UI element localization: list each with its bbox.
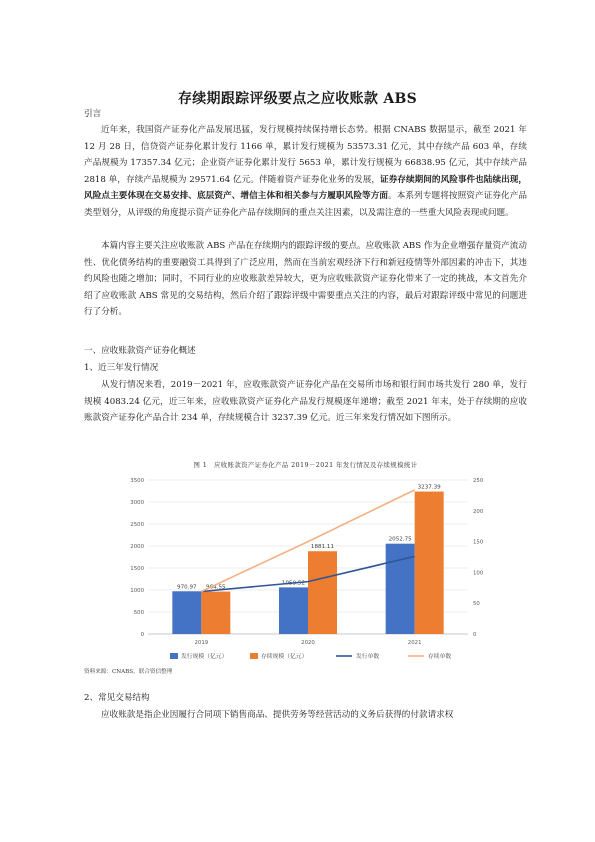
y-tick-label: 500 [133,610,144,616]
bar-issuance [279,587,308,634]
y-tick-label: 3500 [130,478,144,484]
y-tick-label: 3000 [130,500,144,506]
legend-label: 存续规模（亿元） [261,654,308,660]
y-tick-label: 0 [140,632,144,638]
legend-label: 发行单数 [356,654,380,660]
y2-tick-label: 200 [473,508,484,515]
scope-paragraph: 本篇内容主要关注应收账款 ABS 产品在存续期内的跟踪评级的要点。应收账款 ABS 作为企业增强存量资产流动性、优化债务结构的重要融资工具得到了广泛应用，然而在当前宏观经济下行和新冠疫情等外部因素的冲击下，其违约风险也随之增加；同时，不同行业的应收账款差异较大，更为应收账款资产证券化带来了一定的挑战，本文首先介绍了应收账款 ABS 常见的交易结构，然后介绍了跟踪评级中需要重点关注的内容，最后对跟踪评级中常见的问题进行了分析。 [84,241,527,318]
x-tick-label: 2019 [194,640,209,646]
figure-source: 资料来源：CNABS，联合资信整理 [84,669,173,675]
section-heading-overview: 一、应收账款资产证券化概述 [84,346,196,356]
bar-outstanding [415,492,444,634]
data-label: 3237.39 [417,484,441,491]
data-label: 2052.75 [388,536,412,543]
y-tick-label: 2000 [130,544,144,550]
intro-heading: 引言 [84,109,102,119]
legend-swatch [250,653,258,659]
issuance-chart [108,466,508,666]
intro-text-c: 。本系列专题将按照资产证券化产品类型划分，从评级的角度提示资产证券化产品存续期间的重点关注因素，以及需注意的一些重大风险表现或问题。 [84,191,527,218]
figure-caption: 图 1 应收账款资产证券化产品 2019－2021 年发行情况及存续规模统计 [193,461,418,469]
document-title: 存续期跟踪评级要点之应收账款 ABS [177,91,418,107]
y-tick-label: 2500 [130,522,144,528]
intro-paragraph [84,122,527,222]
issuance-paragraph: 从发行情况来看，2019－2021 年，应收账款资产证券化产品在交易所市场和银行间市场共发行 280 单，发行规模 4083.24 亿元，近三年来，应收账款资产证券化产品发行规模逐年递增；截至 2021 年末，处于存续期的应收账款资产证券化产品合计 234 单，存续规模合计 3237.39 亿元。近三年来发行情况如下图所示。 [84,380,527,424]
subheading-issuance: 1、近三年发行情况 [84,363,159,373]
data-label: 970.97 [177,584,197,591]
y2-tick-label: 150 [473,539,484,546]
data-label: 1881.11 [310,544,335,551]
intro-text-bold: 证券存续期间的风险事件也陆续出现，风险点主要体现在交易安排、底层资产、增信主体和相关参与方履职风险等方面 [84,174,527,202]
legend-swatch [170,653,178,659]
legend-label: 发行规模（亿元） [181,654,228,660]
data-label: 1059.52 [281,580,306,587]
data-label: 964.55 [206,584,226,591]
bar-outstanding [201,592,230,634]
x-tick-label: 2020 [301,640,315,646]
y-tick-label: 1000 [130,588,144,594]
intro-text-a: 近年来，我国资产证券化产品发展迅猛，发行规模持续保持增长态势。根据 CNABS 数据显示，截至 2021 年 12 月 28 日，信贷资产证券化累计发行 1166 单，累计发行规模为 53573.31 亿元，其中存续产品 603 单，存续产品规模为 17357.34 亿元；企业资产证券化累计发行 5653 单，累计发行规模为 66838.95 亿元，其中存续产品 2818 单，存续产品规模为 29571.64 亿元。伴随着资产证券化业务的发展， [84,125,527,185]
x-tick-label: 2021 [407,640,422,646]
legend-label: 存续单数 [428,654,452,660]
y2-tick-label: 50 [473,601,480,608]
bar-outstanding [308,551,337,634]
y2-tick-label: 100 [473,570,484,577]
structure-paragraph: 应收账款是指企业因履行合同项下销售商品、提供劳务等经营活动的义务后获得的付款请求权 [101,710,454,720]
y2-tick-label: 0 [473,632,477,638]
bar-issuance [172,591,201,634]
y-tick-label: 1500 [130,566,144,572]
subheading-structure: 2、常见交易结构 [84,693,150,703]
y2-tick-label: 250 [473,478,484,484]
